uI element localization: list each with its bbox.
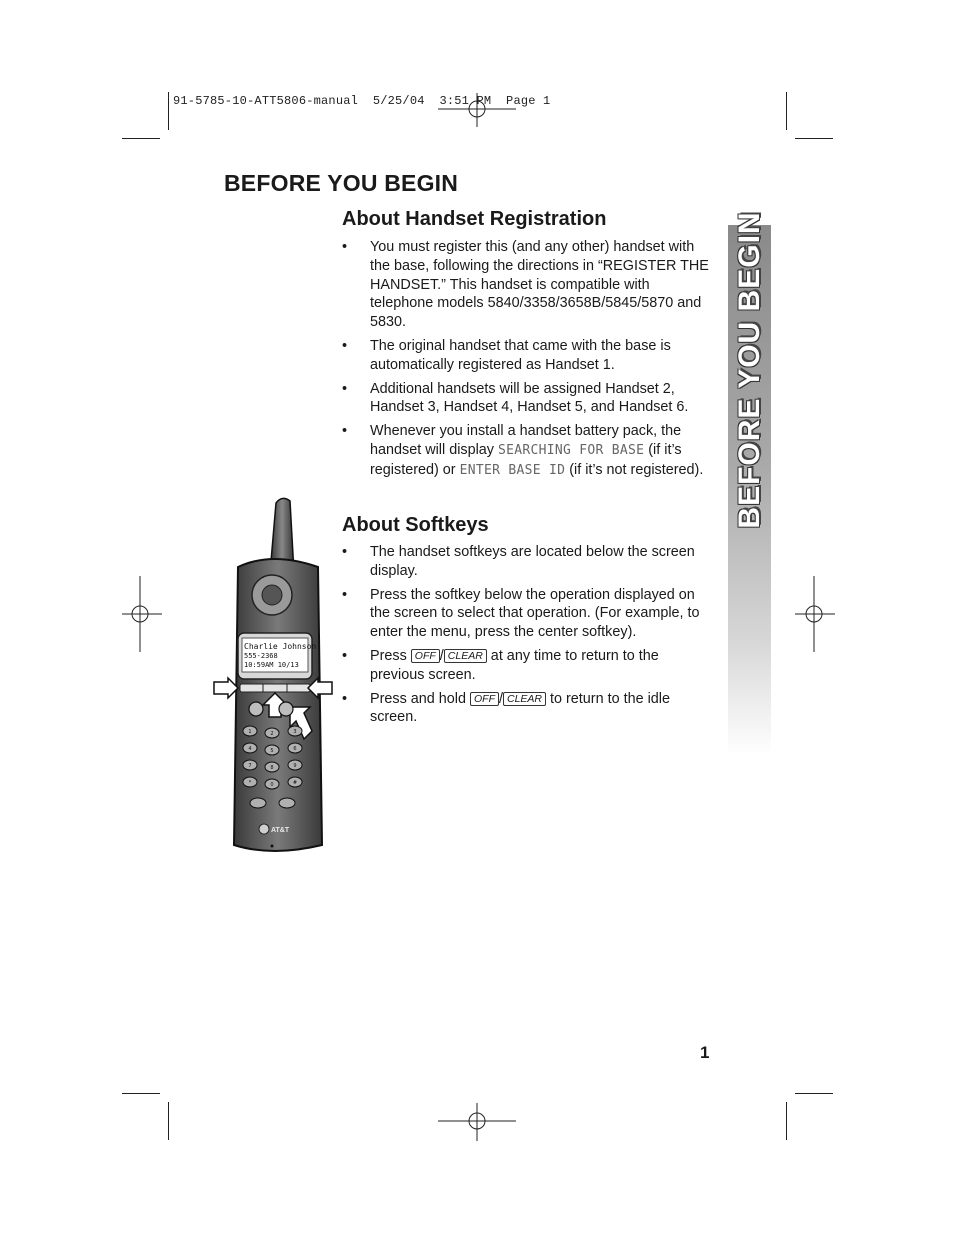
svg-text:#: #	[292, 780, 298, 786]
svg-text:9: 9	[293, 763, 297, 769]
svg-text:0: 0	[270, 782, 274, 788]
left-arrow-icon	[214, 678, 238, 698]
microphone-icon	[271, 845, 274, 848]
svg-text:4: 4	[248, 746, 252, 752]
list-item: • Press and hold OFF / CLEAR to return to the idle screen.	[342, 690, 671, 726]
screen-line-2: 555-2368	[244, 652, 278, 660]
registration-mark-top	[438, 93, 516, 135]
redial-button-icon	[250, 798, 266, 808]
mute-button-icon	[279, 798, 295, 808]
crop-mark	[122, 138, 160, 139]
side-tab-label: BEFORE YOU BEGIN	[733, 211, 766, 529]
off-button-icon	[279, 702, 293, 716]
softkeys-heading: About Softkeys	[342, 514, 489, 536]
list-item: • Press OFF / CLEAR at any time to return to the previous screen.	[342, 647, 659, 683]
svg-text:8: 8	[270, 765, 274, 771]
registration-heading: About Handset Registration	[342, 208, 607, 230]
crop-mark	[786, 92, 787, 130]
crop-mark	[168, 1102, 169, 1140]
crop-mark	[786, 1102, 787, 1140]
clear-key-icon: CLEAR	[503, 692, 546, 706]
brand-label: AT&T	[271, 827, 290, 834]
registration-list	[342, 238, 712, 486]
softkeys-list	[342, 543, 712, 732]
svg-text:6: 6	[293, 746, 297, 752]
phone-button-icon	[249, 702, 263, 716]
clear-key-icon: CLEAR	[444, 649, 487, 663]
registration-mark-left	[122, 576, 162, 652]
list-item: • Whenever you install a handset battery pack, the handset will display SEARCHING FOR BASE (if it’s registered) or ENTER BASE ID (if it’s not registered).	[342, 423, 704, 478]
list-item: • The handset softkeys are located below the screen display.	[342, 544, 695, 579]
screen-line-3: 10:59AM 10/13	[244, 661, 299, 669]
svg-text:2: 2	[270, 731, 274, 737]
off-key-icon: OFF	[411, 649, 440, 663]
crop-mark	[168, 92, 169, 130]
registration-mark-bottom	[438, 1103, 516, 1141]
lcd-text: SEARCHING FOR BASE	[497, 442, 645, 458]
registration-mark-right	[795, 576, 835, 652]
svg-text:*: *	[248, 780, 252, 786]
att-logo-icon	[259, 824, 269, 834]
screen-line-1: Charlie Johnson	[244, 642, 317, 651]
svg-text:5: 5	[270, 748, 274, 754]
crop-mark	[795, 138, 833, 139]
svg-text:1: 1	[248, 729, 252, 735]
lcd-text: ENTER BASE ID	[459, 462, 566, 478]
list-item: • The original handset that came with the base is automatically registered as Handset 1.	[342, 337, 671, 373]
printer-slug: 91-5785-10-ATT5806-manual 5/25/04 3:51 PM Page 1	[173, 94, 551, 108]
page-title: BEFORE YOU BEGIN	[224, 170, 459, 196]
list-item: • Additional handsets will be assigned Handset 2, Handset 3, Handset 4, Handset 5, and Handset 6.	[342, 380, 689, 416]
off-key-icon: OFF	[470, 692, 499, 706]
list-item: • You must register this (and any other) handset with the base, following the directions in “REGISTER THE HANDSET.” This handset is compatible with telephone models 5840/3358/3658B/5845/5870 and 5830.	[342, 239, 709, 331]
handset-illustration	[210, 495, 335, 855]
crop-mark	[795, 1093, 833, 1094]
crop-mark	[122, 1093, 160, 1094]
svg-text:7: 7	[248, 763, 252, 769]
list-item: • Press the softkey below the operation displayed on the screen to select that operation. (For example, to enter the menu, press the center softkey).	[342, 586, 700, 641]
page-number: 1	[700, 1043, 710, 1062]
svg-text:3: 3	[293, 729, 297, 735]
softkey-bar	[240, 684, 310, 692]
